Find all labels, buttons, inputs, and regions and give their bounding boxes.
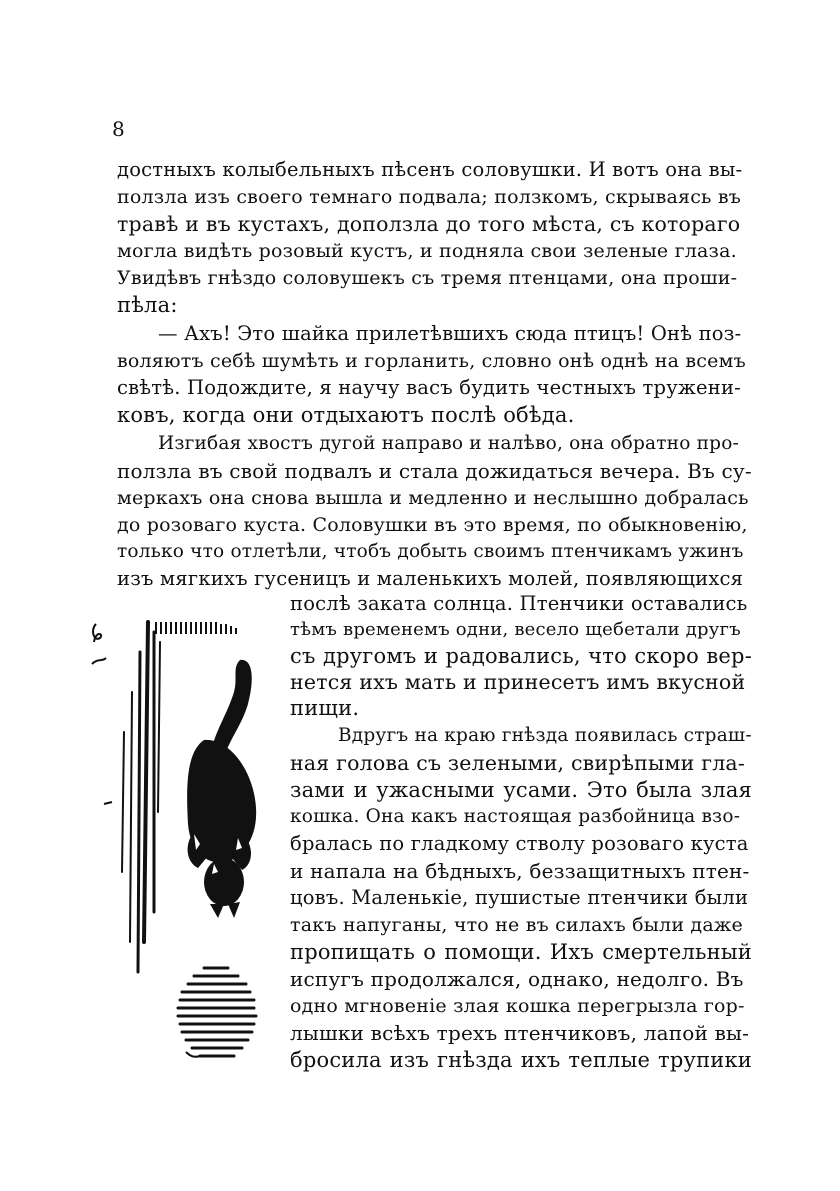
cat-climbing-illustration (82, 612, 272, 1072)
line-text: только что отлетѣли, чтобъ добыть своимъ птенчикамъ ужинъ (117, 541, 744, 562)
line-text: тѣмъ временемъ одни, весело щебетали другъ (290, 619, 741, 640)
text-line (290, 1047, 752, 1073)
bush-stem (122, 622, 160, 972)
nest-marks (186, 1052, 200, 1057)
squiggle-marks (92, 624, 112, 804)
line-text: до розоваго куста. Соловушки въ это время, по обыкновенію, (117, 514, 748, 536)
line-text: пропищать о помощи. Ихъ смертельный (290, 940, 752, 964)
cat-silhouette (187, 660, 256, 918)
line-text: зами и ужасными усами. Это была злая (290, 778, 752, 802)
text-line (117, 238, 752, 264)
line-text: нется ихъ мать и принесетъ имъ вкусной (290, 670, 746, 694)
text-line (117, 402, 752, 428)
text-line (117, 539, 752, 565)
leaf-fringe (156, 622, 236, 634)
line-text: лышки всѣхъ трехъ птенчиковъ, лапой вы- (290, 1021, 750, 1045)
text-line (117, 348, 752, 374)
text-line (290, 804, 752, 830)
text-line (117, 184, 752, 210)
line-text: бралась по гладкому стволу розоваго куста (290, 832, 749, 855)
text-line (158, 321, 752, 347)
line-text: пищи. (290, 696, 360, 720)
line-text: ползла въ свой подвалъ и стала дожидаться вечера. Въ су- (117, 459, 752, 483)
line-text: изъ мягкихъ гусеницъ и маленькихъ молей, появляющихся (117, 567, 744, 590)
line-text: ползла изъ своего темнаго подвала; ползкомъ, скрываясь въ (117, 186, 742, 208)
line-text: травѣ и въ кустахъ, доползла до того мѣста, съ котораго (117, 212, 741, 236)
line-text: ная голова съ зелеными, свирѣпыми гла- (290, 751, 745, 775)
text-line (290, 831, 752, 857)
line-text: одно мгновеніе злая кошка перегрызла гор- (290, 995, 745, 1017)
text-line (117, 566, 752, 592)
line-text: воляютъ себѣ шумѣть и горланить, словно онѣ однѣ на всемъ (117, 350, 746, 372)
line-text: пѣла: (117, 293, 178, 317)
line-text: такъ напуганы, что не въ силахъ были даже (290, 914, 743, 936)
text-line (338, 723, 752, 749)
line-text: съ другомъ и радовались, что скоро вер- (290, 644, 752, 668)
text-line (290, 643, 752, 669)
text-line (290, 912, 752, 938)
text-line (290, 1020, 752, 1046)
text-line (290, 939, 752, 965)
text-line (290, 617, 752, 643)
line-text: ковъ, когда они отдыхаютъ послѣ обѣда. (117, 403, 575, 427)
nest-hatching (178, 968, 256, 1056)
text-line (290, 858, 752, 884)
line-text: и напала на бѣдныхъ, беззащитныхъ птен- (290, 859, 750, 883)
line-text: испугъ продолжался, однако, недолго. Въ (290, 967, 744, 991)
text-line (290, 750, 752, 776)
text-line (158, 431, 752, 457)
page-number: 8 (112, 117, 125, 141)
line-text: свѣтѣ. Подождите, я научу васъ будить честныхъ тружени- (117, 376, 741, 399)
line-text: Увидѣвъ гнѣздо соловушекъ съ тремя птенцами, она проши- (117, 267, 738, 289)
line-text: кошка. Она какъ настоящая разбойница взо- (290, 806, 741, 827)
text-line (117, 292, 752, 318)
line-text: цовъ. Маленькіе, пушистые птенчики были (290, 886, 749, 909)
text-line (117, 211, 752, 237)
line-text: бросила изъ гнѣзда ихъ теплые трупики (290, 1048, 752, 1072)
text-line (290, 777, 752, 803)
text-line (290, 669, 752, 695)
line-text: Вдругъ на краю гнѣзда появилась страш- (338, 725, 752, 746)
text-line (117, 458, 752, 484)
text-line (117, 485, 752, 511)
text-line (290, 695, 752, 721)
text-line (117, 375, 752, 401)
line-text: достныхъ колыбельныхъ пѣсенъ соловушки. И вотъ она вы- (117, 158, 743, 181)
line-text: — Ахъ! Это шайка прилетѣвшихъ сюда птицъ! Онѣ поз- (158, 322, 742, 345)
text-line (290, 591, 752, 617)
text-line (117, 512, 752, 538)
line-text: Изгибая хвостъ дугой направо и налѣво, она обратно про- (158, 433, 739, 454)
line-text: могла видѣть розовый кустъ, и подняла свои зеленые глаза. (117, 240, 737, 262)
text-line (117, 157, 752, 183)
line-text: меркахъ она снова вышла и медленно и неслышно добралась (117, 487, 749, 509)
text-line (290, 993, 752, 1019)
text-line (117, 265, 752, 291)
line-text: послѣ заката солнца. Птенчики оставались (290, 592, 748, 615)
text-line (290, 966, 752, 992)
text-line (290, 885, 752, 911)
